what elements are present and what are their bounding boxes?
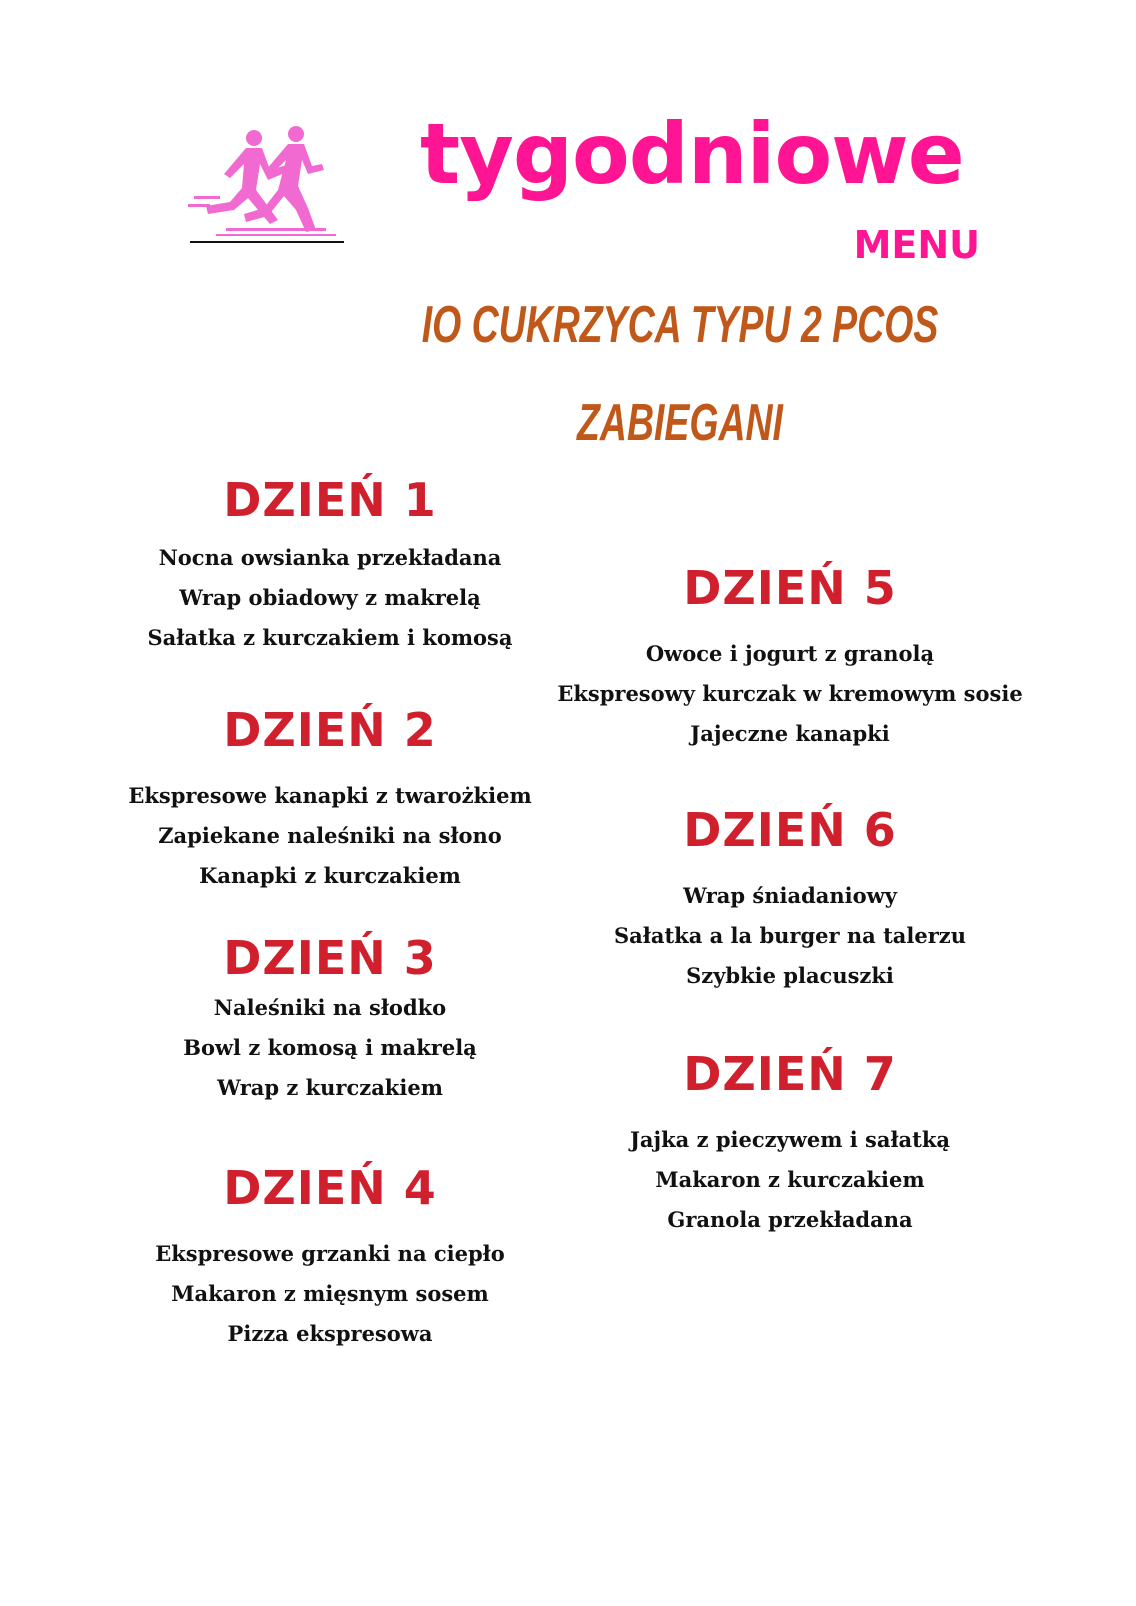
meal-item: Szybkie placuszki — [686, 963, 894, 988]
meal-item: Nocna owsianka przekładana — [158, 545, 502, 570]
day-3-meal-list — [80, 988, 580, 1108]
day-6-section — [530, 800, 1050, 996]
meal-item: Sałatka a la burger na talerzu — [614, 923, 966, 948]
day-2-meal-list — [80, 776, 580, 896]
day-3-title: DZIEŃ 3 — [223, 931, 437, 985]
day-4-title: DZIEŃ 4 — [223, 1161, 437, 1215]
meal-item: Ekspresowe grzanki na ciepło — [155, 1241, 505, 1266]
meal-item: Kanapki z kurczakiem — [199, 863, 461, 888]
day-5-meal-list — [530, 634, 1050, 754]
meal-item: Pizza ekspresowa — [227, 1321, 433, 1346]
meal-item: Owoce i jogurt z granolą — [645, 641, 935, 666]
meal-item: Zapiekane naleśniki na słono — [158, 823, 502, 848]
day-4-meal-list — [80, 1234, 580, 1354]
meal-item: Wrap śniadaniowy — [683, 883, 897, 908]
tagline-line-1: IO CUKRZYCA TYPU 2 PCOS — [421, 296, 939, 354]
day-2-section — [80, 700, 580, 896]
meal-item: Wrap obiadowy z makrelą — [179, 585, 481, 610]
running-couple-icon — [186, 124, 346, 249]
meal-item: Wrap z kurczakiem — [217, 1075, 443, 1100]
meal-item: Ekspresowe kanapki z twarożkiem — [128, 783, 532, 808]
day-1-title: DZIEŃ 1 — [223, 473, 437, 527]
meal-item: Jajeczne kanapki — [690, 721, 890, 746]
meal-item: Sałatka z kurczakiem i komosą — [147, 625, 513, 650]
day-2-title: DZIEŃ 2 — [223, 703, 437, 757]
meal-item: Ekspresowy kurczak w kremowym sosie — [557, 681, 1023, 706]
day-6-meal-list — [530, 876, 1050, 996]
meal-item: Naleśniki na słodko — [213, 995, 447, 1020]
meal-item: Granola przekładana — [667, 1207, 913, 1232]
meal-item: Makaron z kurczakiem — [655, 1167, 925, 1192]
day-1-section — [80, 470, 580, 658]
meal-item: Makaron z mięsnym sosem — [171, 1281, 489, 1306]
day-3-section — [80, 928, 580, 1108]
day-6-title: DZIEŃ 6 — [683, 803, 897, 857]
running-figures-graphic — [186, 124, 346, 249]
day-7-title: DZIEŃ 7 — [683, 1047, 897, 1101]
day-1-meal-list — [80, 538, 580, 658]
page-subtitle: MENU — [853, 223, 980, 267]
day-7-section — [530, 1044, 1050, 1240]
day-5-section — [530, 558, 1050, 754]
meal-item: Bowl z komosą i makrelą — [183, 1035, 477, 1060]
tagline-line-2: ZABIEGANI — [577, 394, 783, 452]
page-title: tygodniowe — [420, 105, 964, 203]
day-7-meal-list — [530, 1120, 1050, 1240]
day-4-section — [80, 1158, 580, 1354]
meal-item: Jajka z pieczywem i sałatką — [629, 1127, 950, 1152]
day-5-title: DZIEŃ 5 — [683, 561, 897, 615]
